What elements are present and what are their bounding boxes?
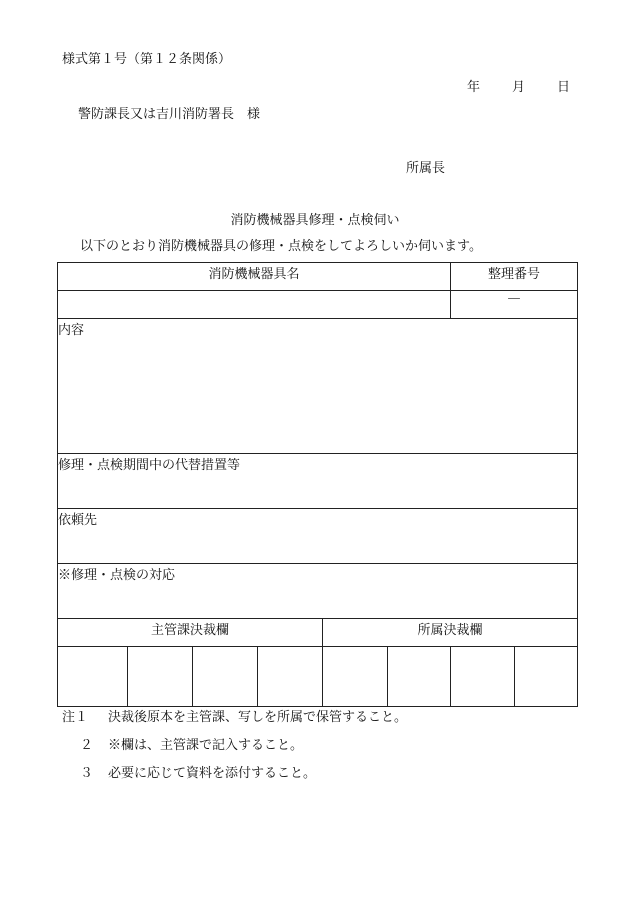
note-number-1: 注１ (62, 710, 89, 725)
reference-number-cell[interactable]: — (451, 291, 578, 319)
main-dept-stamp-box-1[interactable] (58, 647, 128, 707)
main-dept-stamp-box-4[interactable] (258, 647, 323, 707)
form-number: 様式第１号（第１２条関係） (62, 52, 232, 67)
note-text-3: 必要に応じて資料を添付すること。 (108, 766, 317, 781)
affiliation-stamp-box-1[interactable] (323, 647, 388, 707)
alternative-measures-cell[interactable] (58, 454, 578, 509)
equipment-name-cell[interactable] (58, 291, 451, 319)
affiliation-stamp-box-2[interactable] (388, 647, 451, 707)
sender: 所属長 (406, 161, 446, 176)
intro-text: 以下のとおり消防機械器具の修理・点検をしてよろしいか伺います。 (80, 239, 482, 254)
content-label: 内容 (58, 323, 85, 338)
reference-number-header: 整理番号 (451, 263, 578, 291)
main-dept-decision-header: 主管課決裁欄 (58, 619, 323, 647)
equipment-name-header: 消防機械器具名 (58, 263, 451, 291)
affiliation-stamp-box-4[interactable] (515, 647, 578, 707)
note-text-2: ※欄は、主管課で記入すること。 (108, 738, 304, 753)
form-title: 消防機械器具修理・点検伺い (230, 213, 400, 228)
date-year-label: 年 (467, 80, 481, 95)
response-label: ※修理・点検の対応 (58, 568, 176, 583)
date-day-label: 日 (557, 80, 571, 95)
requested-to-label: 依頼先 (58, 513, 98, 528)
request-table (57, 262, 578, 707)
content-cell[interactable] (58, 319, 578, 454)
date-month-label: 月 (512, 80, 526, 95)
affiliation-decision-header: 所属決裁欄 (323, 619, 578, 647)
note-number-3: ３ (80, 766, 94, 781)
response-cell[interactable] (58, 564, 578, 619)
note-text-1: 決裁後原本を主管課、写しを所属で保管すること。 (108, 710, 408, 725)
alternative-measures-label: 修理・点検期間中の代替措置等 (58, 458, 241, 473)
main-dept-stamp-box-2[interactable] (128, 647, 193, 707)
affiliation-stamp-box-3[interactable] (451, 647, 515, 707)
addressee: 警防課長又は吉川消防署長 様 (78, 107, 261, 122)
requested-to-cell[interactable] (58, 509, 578, 564)
note-number-2: ２ (80, 738, 94, 753)
main-dept-stamp-box-3[interactable] (193, 647, 258, 707)
